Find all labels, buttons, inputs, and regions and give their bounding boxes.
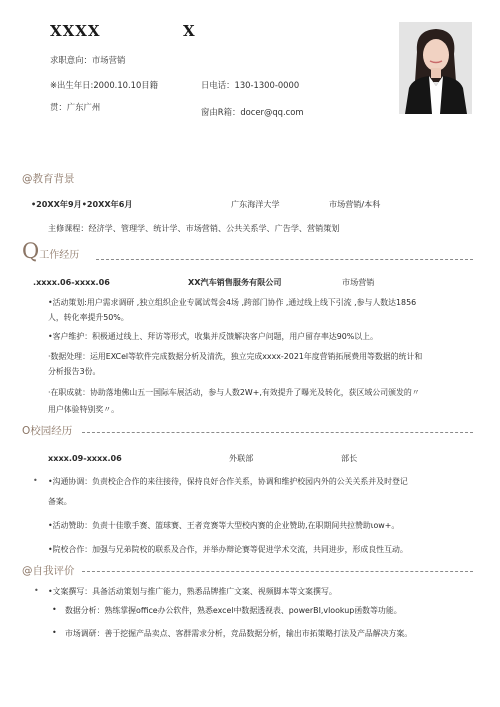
self-eval-item-1: •文案撰写：具备活动策划与推广能力，熟悉品牌推广文案、视频脚本等文案撰写。 xyxy=(48,587,337,596)
header-mark: X xyxy=(183,22,195,40)
work-item-2: •客户维护：积极通过线上、拜访等形式，收集并反馈解决客户问题，用户留存率达90%以上。 xyxy=(48,332,378,341)
self-eval-item-3: 市场调研：善于挖掘产品卖点、客群需求分析，竞品数据分析，输出市拓策略打法及产品解决方案。 xyxy=(65,629,413,638)
resume-name: XXXX xyxy=(50,22,101,40)
campus-item-2: •活动赞助：负责十佳歌手赛、篮球赛、王者竞赛等大型校内赛的企业赞助,在职期间共拉赞助ιow+。 xyxy=(48,521,400,530)
work-item-1-line-1: •活动策划:用户需求调研 ,独立组织企业专属试驾会4场 ,跨部门协作 ,通过线上线下引流 ,参与人数达1856 xyxy=(48,298,417,307)
work-title-text: 工作经历 xyxy=(39,250,80,261)
work-role: 市场营销 xyxy=(342,277,375,287)
work-company: XX汽车销售服务有限公司 xyxy=(188,277,282,287)
portrait-illustration xyxy=(399,22,472,114)
education-section-title: @教育背景 xyxy=(22,173,75,185)
self-eval-section-title: @自我评价 xyxy=(22,565,75,577)
education-courses: 主修课程：经济学、管理学、统计学、市场营销、公共关系学、广告学、营销策划 xyxy=(48,223,340,233)
campus-role: 部长 xyxy=(341,453,358,463)
work-item-4-line-1: ·在职成就：协助落地佛山五一国际车展活动，参与人数2W+,有效提升了曝光及转化，获区域公司颁发的〃 xyxy=(48,388,420,397)
birth-info: ※出生年日:2000.10.10目籍 xyxy=(50,80,159,90)
education-school: 广东海洋大学 xyxy=(231,199,280,209)
campus-org: 外联部 xyxy=(229,453,254,463)
campus-period: xxxx.09-xxxx.06 xyxy=(48,453,122,463)
job-intent: 求职意向：市场营销 xyxy=(50,55,126,65)
campus-bullet: • xyxy=(33,476,38,485)
phone-info: 日电话：130-1300-0000 xyxy=(201,80,300,90)
self-eval-bullet-3: • xyxy=(52,628,57,637)
campus-item-1-line-1: •沟通协调：负责校企合作的来往接待，保持良好合作关系，协调和维护校园内外的公关关系并及时登记 xyxy=(48,477,408,486)
self-eval-item-2: 数据分析：熟练掌握office办公软件，熟悉excel中数据透视表、powerBI,vlookup函数等功能。 xyxy=(65,606,402,615)
self-eval-bullet-1: • xyxy=(34,586,39,595)
work-period: .xxxx.06-xxxx.06 xyxy=(33,277,110,287)
campus-item-1-line-2: 备案。 xyxy=(48,497,72,506)
campus-section-title: O校园经历 xyxy=(22,425,73,437)
native-place-info: 贯：广东广州 xyxy=(50,102,101,112)
self-eval-bullet-2: • xyxy=(52,605,57,614)
portrait-photo xyxy=(399,22,472,114)
work-section-title xyxy=(22,241,79,262)
self-eval-divider xyxy=(82,571,473,572)
campus-divider xyxy=(82,432,473,433)
education-major: 市场营销/本科 xyxy=(329,199,381,209)
work-item-1-line-2: 人，转化率提升50%。 xyxy=(48,313,129,322)
education-period: •20XX年9月•20XX年6月 xyxy=(31,199,133,209)
work-item-3-line-1: ·数据处理：运用EXCel等软件完成数据分析及清洗，独立完成xxxx-2021年度营销拓展费用等数据的统计和 xyxy=(48,352,423,361)
work-item-4-line-2: 用户体验特别奖〃。 xyxy=(48,405,120,414)
work-q-letter: Q xyxy=(22,239,40,263)
email-info: 窗由R箱：docer@qq.com xyxy=(201,107,304,117)
work-divider xyxy=(96,259,473,260)
campus-item-3: •院校合作：加强与兄弟院校的联系及合作，并举办辩论赛等促进学术交流，共同进步，形成良性互动。 xyxy=(48,545,408,554)
work-item-3-line-2: 分析报告3份。 xyxy=(48,367,101,376)
